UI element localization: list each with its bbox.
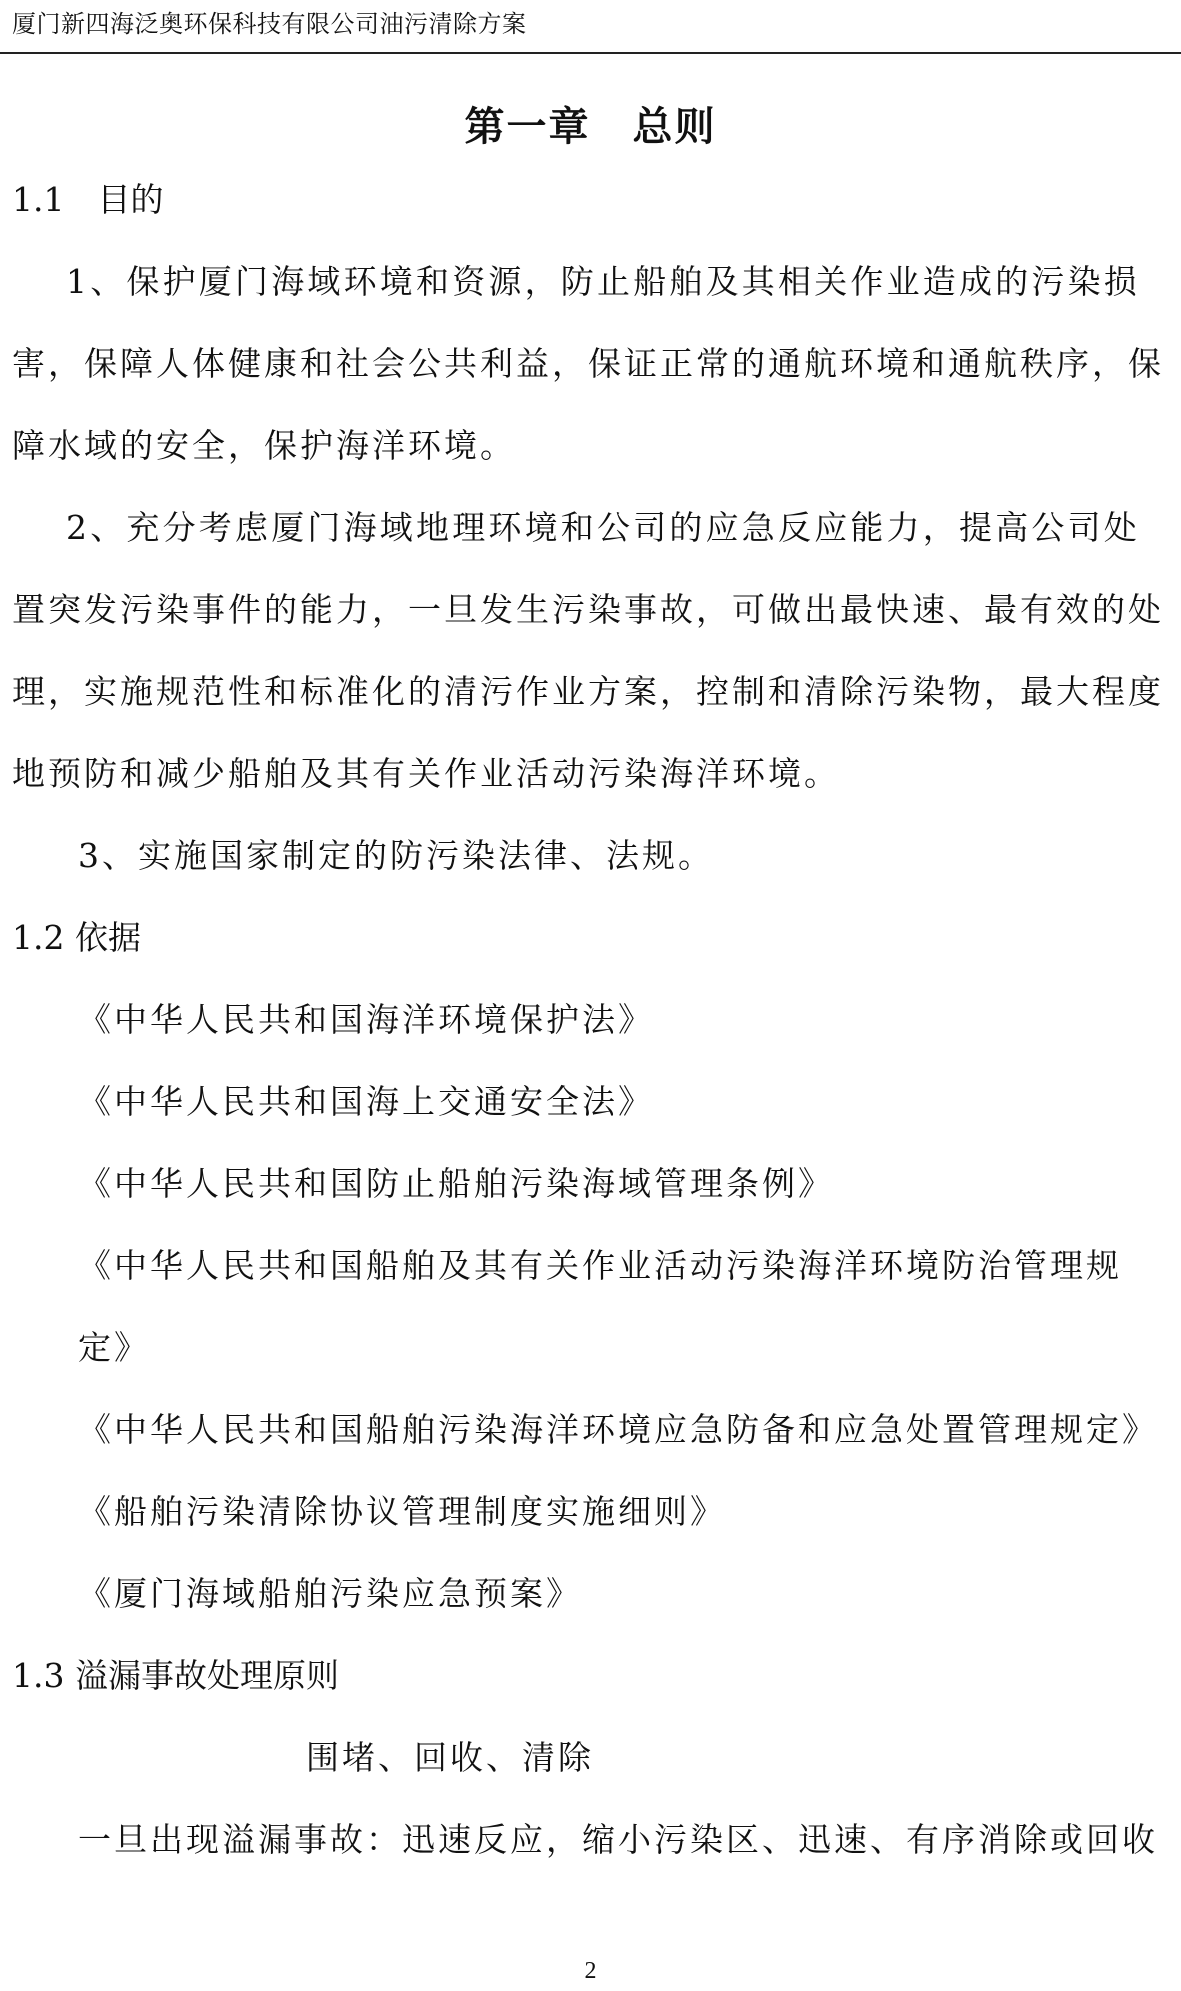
header-divider bbox=[0, 52, 1181, 54]
paragraph-line: 1、保护厦门海域环境和资源，防止船舶及其相关作业造成的污染损 bbox=[66, 262, 1140, 301]
paragraph-line: 害，保障人体健康和社会公共利益，保证正常的通航环境和通航秩序，保 bbox=[12, 344, 1164, 383]
section-heading-1-1: 1.1 目的 bbox=[12, 180, 164, 219]
reference-item: 《中华人民共和国船舶及其有关作业活动污染海洋环境防治管理规 bbox=[78, 1246, 1122, 1285]
reference-item: 定》 bbox=[78, 1328, 150, 1367]
paragraph-line: 一旦出现溢漏事故：迅速反应，缩小污染区、迅速、有序消除或回收 bbox=[78, 1820, 1158, 1859]
reference-item: 《中华人民共和国海洋环境保护法》 bbox=[78, 1000, 654, 1039]
section-heading-1-2: 1.2 依据 bbox=[12, 918, 141, 957]
reference-item: 《厦门海域船舶污染应急预案》 bbox=[78, 1574, 582, 1613]
paragraph-line: 理，实施规范性和标准化的清污作业方案，控制和清除污染物，最大程度 bbox=[12, 672, 1164, 711]
reference-item: 《中华人民共和国船舶污染海洋环境应急防备和应急处置管理规定》 bbox=[78, 1410, 1158, 1449]
chapter-title: 第一章 总则 bbox=[464, 104, 717, 150]
paragraph-line: 置突发污染事件的能力，一旦发生污染事故，可做出最快速、最有效的处 bbox=[12, 590, 1164, 629]
document-header: 厦门新四海泛奥环保科技有限公司油污清除方案 bbox=[12, 10, 527, 38]
page-number: 2 bbox=[584, 1958, 597, 1984]
section-heading-1-3: 1.3 溢漏事故处理原则 bbox=[12, 1656, 339, 1695]
reference-item: 《船舶污染清除协议管理制度实施细则》 bbox=[78, 1492, 726, 1531]
principle-text: 围堵、回收、清除 bbox=[306, 1738, 594, 1777]
paragraph-line: 3、实施国家制定的防污染法律、法规。 bbox=[78, 836, 714, 875]
reference-item: 《中华人民共和国海上交通安全法》 bbox=[78, 1082, 654, 1121]
reference-item: 《中华人民共和国防止船舶污染海域管理条例》 bbox=[78, 1164, 834, 1203]
paragraph-line: 障水域的安全，保护海洋环境。 bbox=[12, 426, 516, 465]
paragraph-line: 地预防和减少船舶及其有关作业活动污染海洋环境。 bbox=[12, 754, 840, 793]
paragraph-line: 2、充分考虑厦门海域地理环境和公司的应急反应能力，提高公司处 bbox=[66, 508, 1140, 547]
